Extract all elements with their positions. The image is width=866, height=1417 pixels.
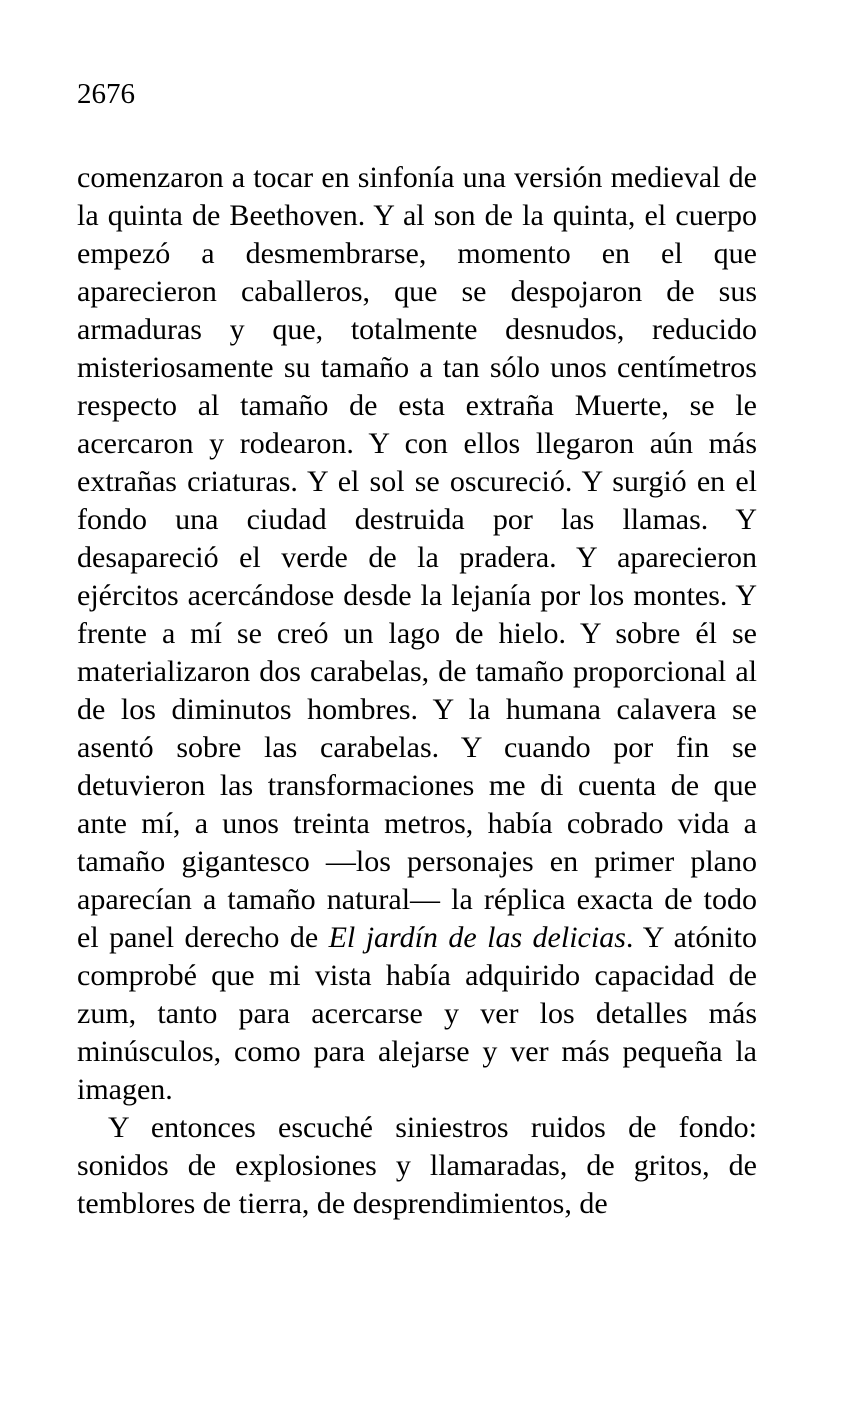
paragraph-1 bbox=[77, 159, 757, 1109]
paragraph-1-text: comenzaron a tocar en sinfonía una versión medieval de la quinta de Beethoven. Y al son de la quinta, el cuerpo empezó a desmembrarse, momento en el que aparecieron caballeros, que se despojaron de sus armaduras y que, totalmente desnudos, reducido misteriosamente su tamaño a tan sólo unos centímetros respecto al tamaño de esta extraña Muerte, se le acercaron y rodearon. Y con ellos llegaron aún más extrañas criaturas. Y el sol se oscureció. Y surgió en el fondo una ciudad destruida por las llamas. Y desapareció el verde de la pradera. Y aparecieron ejércitos acercándose desde la lejanía por los montes. Y frente a mí se creó un lago de hielo. Y sobre él se materializaron dos carabelas, de tamaño proporcional al de los diminutos hombres. Y la humana calavera se asentó sobre las carabelas. Y cuando por fin se detuvieron las transformaciones me di cuenta de que ante mí, a unos treinta metros, había cobrado vida a tamaño gigantesco —los personajes en primer plano aparecían a tamaño natural— la réplica exacta de todo el panel derecho de bbox=[77, 161, 757, 954]
paragraph-1-text-continued: . Y atónito comprobé que mi vista había adquirido capacidad de zum, tanto para acercarse y ver los detalles más minúsculos, como para alejarse y ver más pequeña la imagen. bbox=[77, 921, 757, 1106]
paragraph-2 bbox=[77, 1109, 757, 1223]
page-number: 2676 bbox=[77, 78, 135, 110]
book-title-italic: El jardín de las delicias bbox=[328, 921, 626, 954]
paragraph-2-text: Y entonces escuché siniestros ruidos de fondo: sonidos de explosiones y llamaradas, de gritos, de temblores de tierra, de desprendimientos, de bbox=[77, 1111, 757, 1220]
body-text bbox=[77, 159, 757, 1223]
